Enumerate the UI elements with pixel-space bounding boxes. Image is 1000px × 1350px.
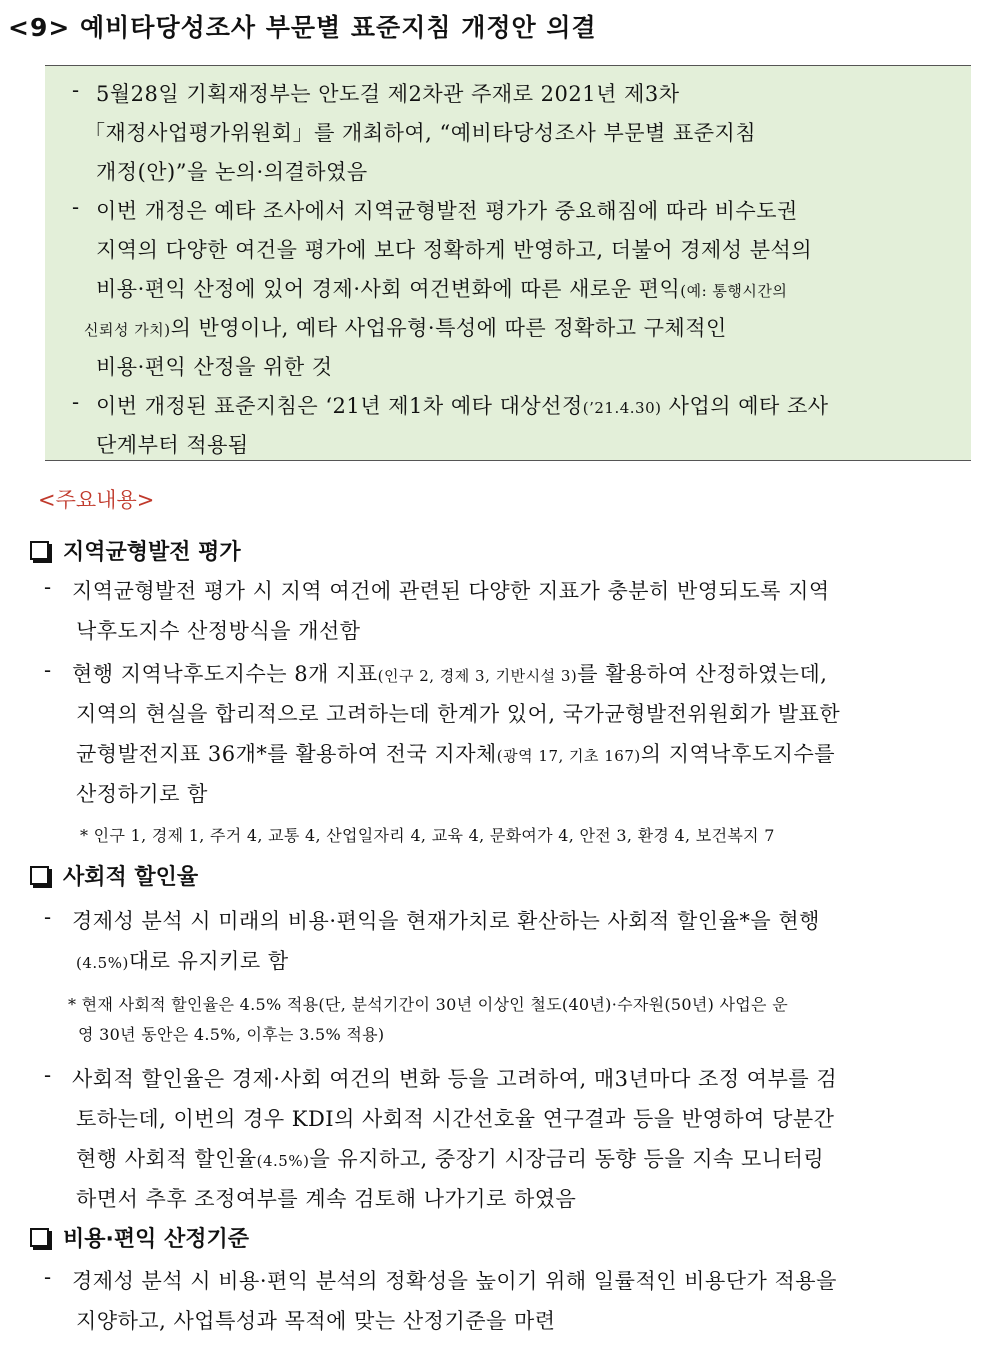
summary-text: 이번 개정은 예타 조사에서 지역균형발전 평가가 중요해짐에 따라 비수도권	[96, 199, 798, 223]
bullet-dash: -	[72, 78, 80, 102]
bullet-dash: -	[72, 195, 80, 219]
footnote: 영 30년 동안은 4.5%, 이후는 3.5% 적용)	[78, 1025, 385, 1044]
body-text: 지역의 현실을 합리적으로 고려하는데 한계가 있어, 국가균형발전위원회가 발표한	[76, 702, 841, 726]
summary-text: 이번 개정된 표준지침은 ‘21년 제1차 예타 대상선정(’21.4.30) 사업의 예타 조사	[96, 394, 829, 418]
section-heading: 사회적 할인율	[30, 860, 198, 891]
body-text: 낙후도지수 산정방식을 개선함	[76, 619, 361, 643]
body-text: 지역균형발전 평가 시 지역 여건에 관련된 다양한 지표가 충분히 반영되도록 지역	[72, 579, 830, 603]
body-text: (4.5%)대로 유지키로 함	[76, 949, 289, 973]
bullet-dash: -	[44, 905, 52, 929]
summary-text: 신뢰성 가치)의 반영이나, 예타 사업유형·특성에 따른 정확하고 구체적인	[84, 316, 727, 340]
section-label: <주요내용>	[38, 488, 155, 512]
body-text: 지양하고, 사업특성과 목적에 맞는 산정기준을 마련	[76, 1309, 556, 1333]
checkbox-square-icon	[30, 1228, 49, 1247]
body-text: 하면서 추후 조정여부를 계속 검토해 나가기로 하였음	[76, 1187, 577, 1211]
summary-text: 단계부터 적용됨	[96, 433, 249, 457]
bullet-dash: -	[44, 1063, 52, 1087]
summary-text: 지역의 다양한 여건을 평가에 보다 정확하게 반영하고, 더불어 경제성 분석의	[96, 238, 813, 262]
checkbox-square-icon	[30, 866, 49, 885]
section-heading: 비용·편익 산정기준	[30, 1222, 249, 1253]
summary-text: 5월28일 기획재정부는 안도걸 제2차관 주재로 2021년 제3차	[96, 82, 680, 106]
bullet-dash: -	[44, 575, 52, 599]
footnote: * 현재 사회적 할인율은 4.5% 적용(단, 분석기간이 30년 이상인 철도(40년)·수자원(50년) 사업은 운	[68, 995, 788, 1014]
summary-text: 「재정사업평가위원회」를 개최하여, “예비타당성조사 부문별 표준지침	[84, 121, 757, 145]
page-title: <9> 예비타당성조사 부문별 표준지침 개정안 의결	[8, 13, 597, 42]
summary-text: 개정(안)”을 논의·의결하였음	[96, 160, 368, 184]
body-text: 경제성 분석 시 미래의 비용·편익을 현재가치로 환산하는 사회적 할인율*을 현행	[72, 909, 820, 933]
body-text: 경제성 분석 시 비용·편익 분석의 정확성을 높이기 위해 일률적인 비용단가 적용을	[72, 1269, 837, 1293]
checkbox-square-icon	[30, 541, 49, 560]
body-text: 균형발전지표 36개*를 활용하여 전국 지자체(광역 17, 기초 167)의 지역낙후도지수를	[76, 742, 836, 766]
body-text: 현행 사회적 할인율(4.5%)을 유지하고, 중장기 시장금리 동향 등을 지속 모니터링	[76, 1147, 825, 1171]
section-heading: 지역균형발전 평가	[30, 535, 241, 566]
bullet-dash: -	[44, 1265, 52, 1289]
body-text: 산정하기로 함	[76, 782, 208, 806]
summary-text: 비용·편익 산정에 있어 경제·사회 여건변화에 따른 새로운 편익(예: 통행시간의	[96, 277, 788, 301]
body-text: 토하는데, 이번의 경우 KDI의 사회적 시간선호율 연구결과 등을 반영하여 당분간	[76, 1107, 835, 1131]
bullet-dash: -	[72, 390, 80, 414]
footnote: * 인구 1, 경제 1, 주거 4, 교통 4, 산업일자리 4, 교육 4, 문화여가 4, 안전 3, 환경 4, 보건복지 7	[80, 826, 775, 845]
body-text: 사회적 할인율은 경제·사회 여건의 변화 등을 고려하여, 매3년마다 조정 여부를 검	[72, 1067, 838, 1091]
bullet-dash: -	[44, 658, 52, 682]
summary-text: 비용·편익 산정을 위한 것	[96, 355, 333, 379]
body-text: 현행 지역낙후도지수는 8개 지표(인구 2, 경제 3, 기반시설 3)를 활용하여 산정하였는데,	[72, 662, 828, 686]
